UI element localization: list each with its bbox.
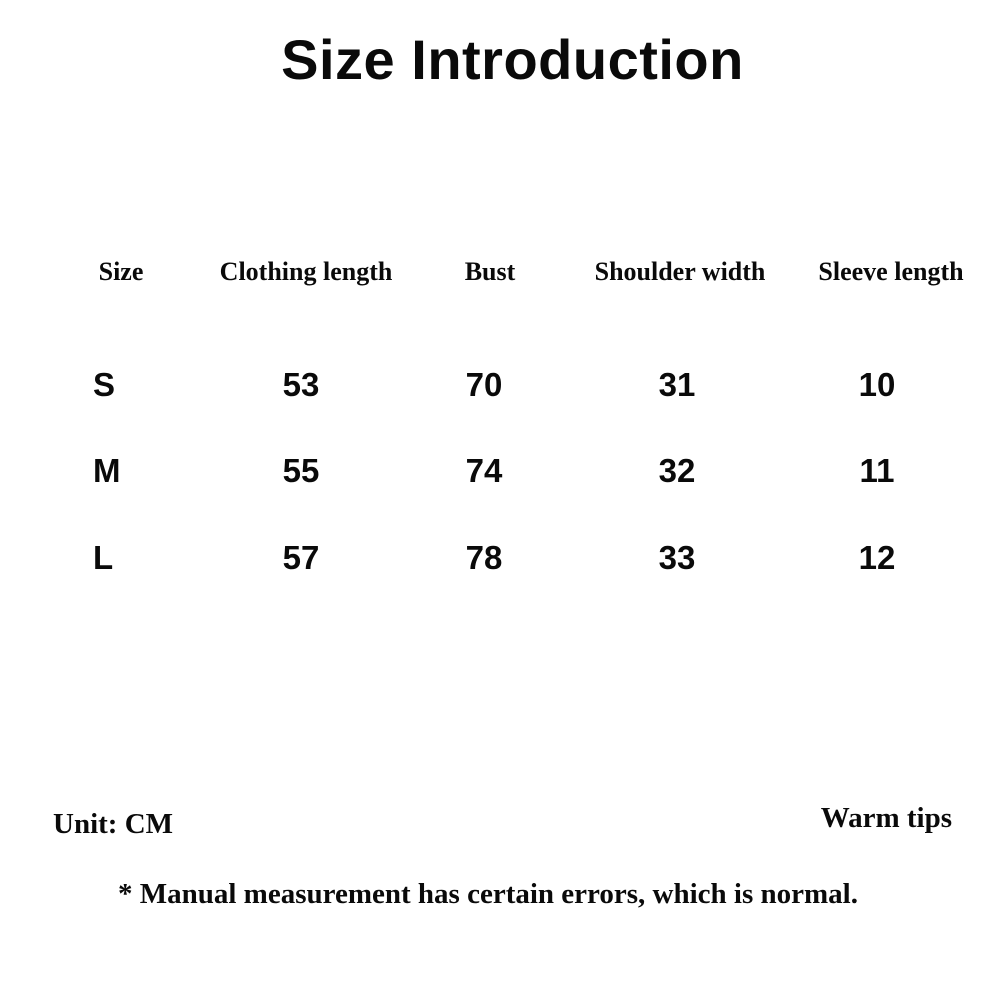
header-shoulder-width: Shoulder width: [594, 257, 766, 286]
sleeve-length-cell: 12: [858, 539, 896, 576]
warm-tips-label: Warm tips: [820, 802, 952, 834]
page-title: Size Introduction: [281, 28, 744, 91]
size-cell: L: [93, 539, 114, 576]
size-cell: M: [93, 452, 121, 489]
header-sleeve-length: Sleeve length: [818, 257, 964, 286]
sleeve-length-cell: 10: [858, 366, 896, 403]
shoulder-width-cell: 31: [658, 366, 696, 403]
size-cell: S: [93, 366, 116, 403]
clothing-length-cell: 55: [282, 452, 320, 489]
clothing-length-cell: 57: [282, 539, 320, 576]
header-size: Size: [98, 257, 144, 286]
unit-label: Unit: CM: [53, 808, 174, 840]
bust-cell: 78: [465, 539, 503, 576]
measurement-note: * Manual measurement has certain errors, which is normal.: [118, 878, 858, 910]
bust-cell: 74: [465, 452, 503, 489]
clothing-length-cell: 53: [282, 366, 320, 403]
shoulder-width-cell: 33: [658, 539, 696, 576]
header-bust: Bust: [464, 257, 516, 286]
bust-cell: 70: [465, 366, 503, 403]
header-clothing-length: Clothing length: [219, 257, 393, 286]
sleeve-length-cell: 11: [859, 452, 895, 489]
shoulder-width-cell: 32: [658, 452, 696, 489]
